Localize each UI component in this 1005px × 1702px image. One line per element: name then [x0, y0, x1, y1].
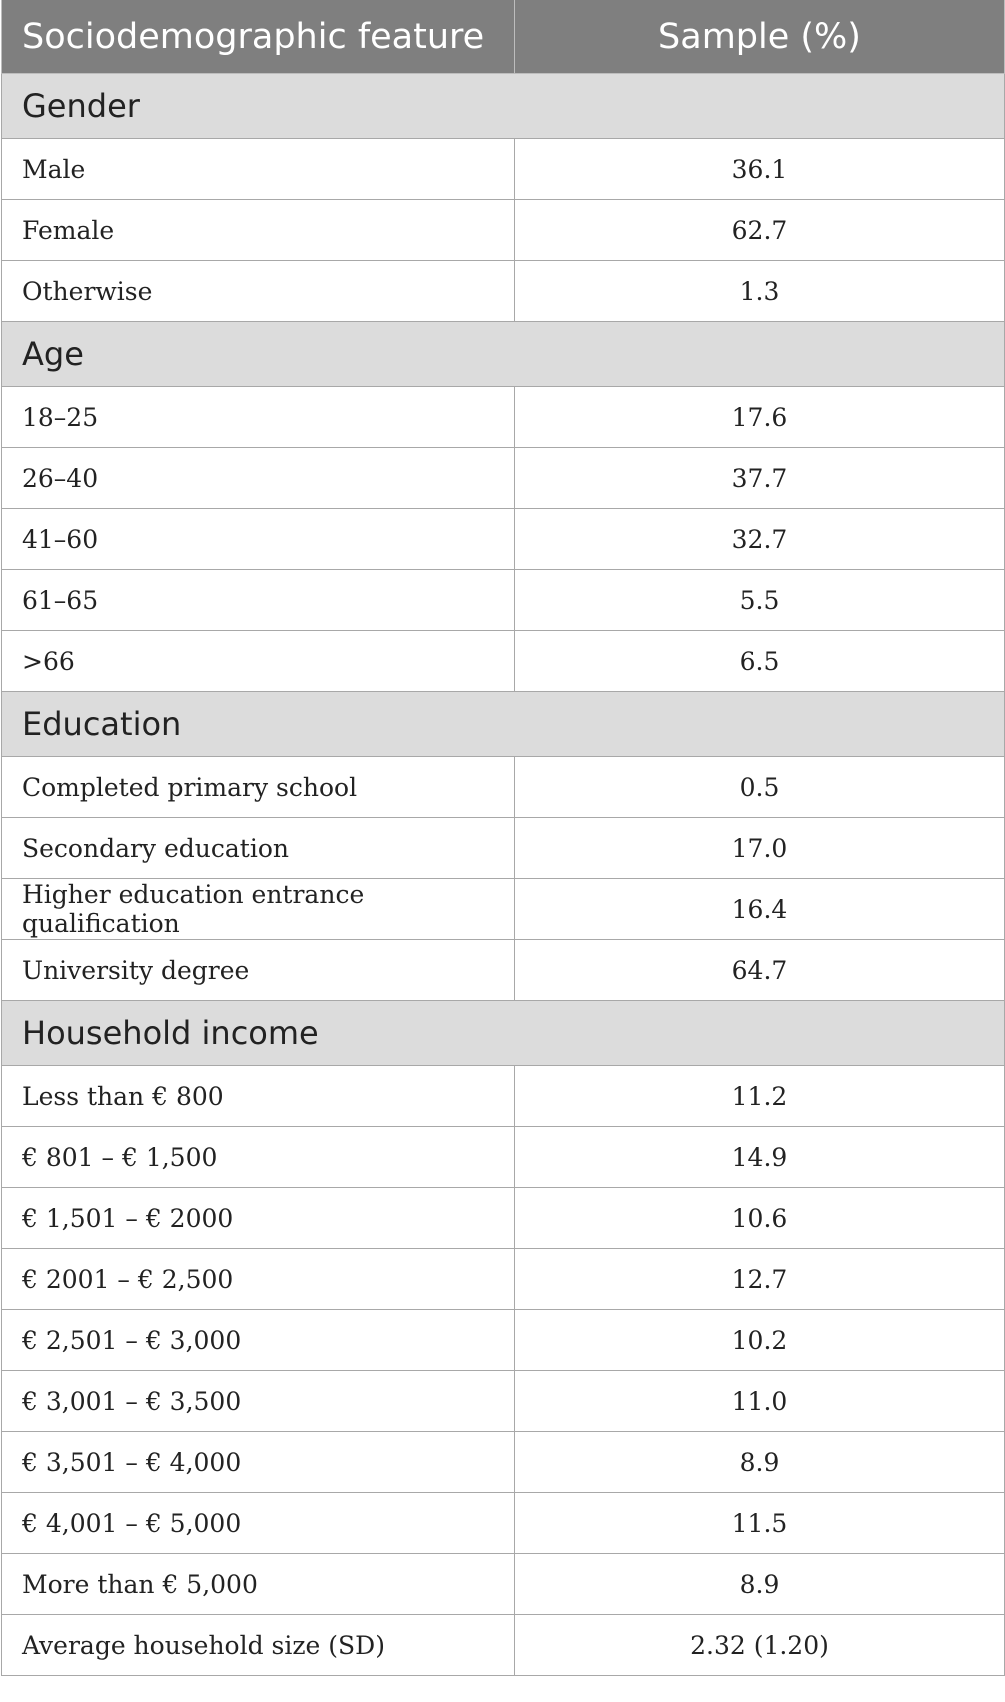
section-title: Education	[2, 692, 1005, 757]
row-value: 36.1	[515, 139, 1005, 200]
row-value: 32.7	[515, 509, 1005, 570]
row-label: Completed primary school	[2, 757, 515, 818]
table-row	[2, 1432, 1005, 1493]
section-row-age	[2, 322, 1005, 387]
row-label: € 1,501 – € 2000	[2, 1188, 515, 1249]
row-value: 8.9	[515, 1554, 1005, 1615]
header-sample: Sample (%)	[515, 0, 1005, 74]
row-label: € 2001 – € 2,500	[2, 1249, 515, 1310]
row-label: Otherwise	[2, 261, 515, 322]
sociodemographic-table	[1, 0, 1005, 1676]
table-row	[2, 570, 1005, 631]
row-value: 11.0	[515, 1371, 1005, 1432]
row-value: 0.5	[515, 757, 1005, 818]
row-label: € 2,501 – € 3,000	[2, 1310, 515, 1371]
table-row	[2, 757, 1005, 818]
table-row	[2, 387, 1005, 448]
row-label: 18–25	[2, 387, 515, 448]
row-label: Female	[2, 200, 515, 261]
row-value: 10.2	[515, 1310, 1005, 1371]
row-label: University degree	[2, 940, 515, 1001]
row-label: Average household size (SD)	[2, 1615, 515, 1676]
row-value: 10.6	[515, 1188, 1005, 1249]
row-value: 2.32 (1.20)	[515, 1615, 1005, 1676]
row-label: >66	[2, 631, 515, 692]
table-row	[2, 139, 1005, 200]
table-row	[2, 448, 1005, 509]
table-row	[2, 818, 1005, 879]
row-label: € 801 – € 1,500	[2, 1127, 515, 1188]
table-row	[2, 879, 1005, 940]
table-row	[2, 940, 1005, 1001]
row-label: Higher education entrance qualification	[2, 879, 515, 940]
table-row	[2, 1554, 1005, 1615]
section-row-education	[2, 692, 1005, 757]
row-label: € 4,001 – € 5,000	[2, 1493, 515, 1554]
table-row	[2, 509, 1005, 570]
row-label: € 3,501 – € 4,000	[2, 1432, 515, 1493]
row-label: € 3,001 – € 3,500	[2, 1371, 515, 1432]
section-title: Gender	[2, 74, 1005, 139]
row-label: 61–65	[2, 570, 515, 631]
row-label: Secondary education	[2, 818, 515, 879]
row-value: 11.5	[515, 1493, 1005, 1554]
row-label: 26–40	[2, 448, 515, 509]
row-value: 11.2	[515, 1066, 1005, 1127]
table-row	[2, 1310, 1005, 1371]
row-value: 14.9	[515, 1127, 1005, 1188]
row-value: 17.6	[515, 387, 1005, 448]
row-value: 62.7	[515, 200, 1005, 261]
table-row	[2, 1188, 1005, 1249]
table-row	[2, 1249, 1005, 1310]
row-value: 5.5	[515, 570, 1005, 631]
section-title: Household income	[2, 1001, 1005, 1066]
row-label: 41–60	[2, 509, 515, 570]
row-value: 64.7	[515, 940, 1005, 1001]
row-value: 37.7	[515, 448, 1005, 509]
table-row	[2, 261, 1005, 322]
row-value: 17.0	[515, 818, 1005, 879]
row-label: More than € 5,000	[2, 1554, 515, 1615]
row-value: 8.9	[515, 1432, 1005, 1493]
row-value: 1.3	[515, 261, 1005, 322]
table-row	[2, 1127, 1005, 1188]
row-label: Male	[2, 139, 515, 200]
table-row	[2, 631, 1005, 692]
table-row	[2, 1615, 1005, 1676]
table-header-row	[2, 0, 1005, 74]
header-feature: Sociodemographic feature	[2, 0, 515, 74]
section-title: Age	[2, 322, 1005, 387]
table-row	[2, 1493, 1005, 1554]
section-row-gender	[2, 74, 1005, 139]
row-value: 12.7	[515, 1249, 1005, 1310]
table-row	[2, 1066, 1005, 1127]
table-row	[2, 200, 1005, 261]
row-label: Less than € 800	[2, 1066, 515, 1127]
row-value: 6.5	[515, 631, 1005, 692]
row-value: 16.4	[515, 879, 1005, 940]
table-row	[2, 1371, 1005, 1432]
section-row-household-income	[2, 1001, 1005, 1066]
